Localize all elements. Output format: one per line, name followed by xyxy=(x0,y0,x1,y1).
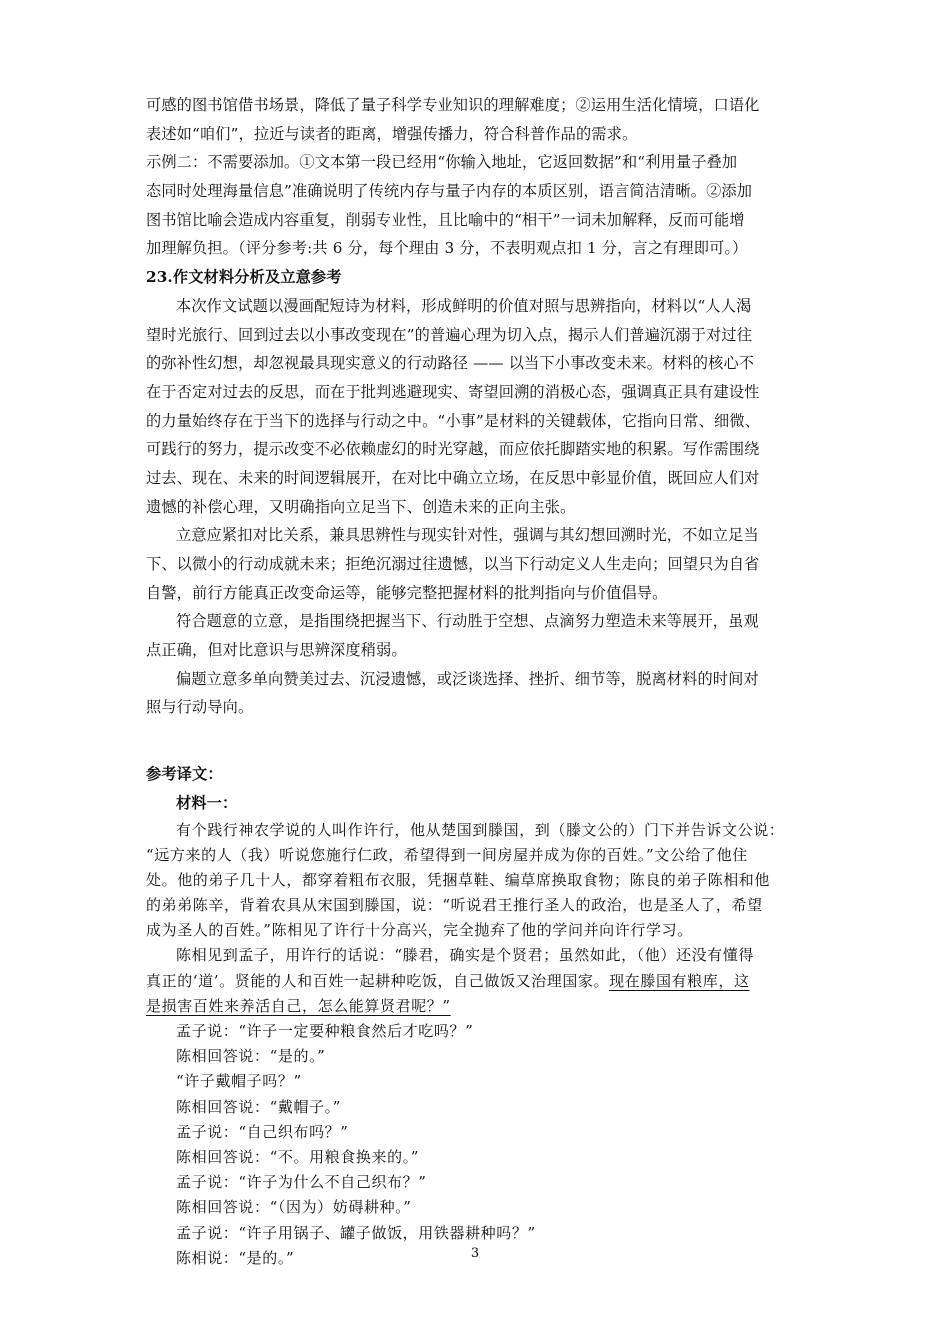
text-line: 的弟弟陈辛，背着农具从宋国到滕国，说：“听说君王推行圣人的政治，也是圣人了，希望 xyxy=(146,896,763,915)
text-line: 照与行动导向。 xyxy=(146,698,254,717)
dialogue-line: 陈相回答说：“是的。” xyxy=(176,1047,326,1066)
text-line: 的力量始终存在于当下的选择与行动之中。“小事”是材料的关键载体，它指向日常、细微、 xyxy=(146,411,760,430)
text-line: 符合题意的立意，是指围绕把握当下、行动胜于空想、点滴努力塑造未来等展开，虽观 xyxy=(176,612,759,631)
text-line: 望时光旅行、回到过去以小事改变现在”的普遍心理为切入点，揭示人们普遍沉溺于对过往 xyxy=(146,325,753,344)
dialogue-line: 孟子说：“许子用锅子、罐子做饭，用铁器耕种吗？” xyxy=(176,1223,536,1242)
text-line: 的弥补性幻想，却忽视最具现实意义的行动路径 —— 以当下小事改变未来。材料的核心不 xyxy=(146,354,755,373)
underlined-text: 是损害百姓来养活自己，怎么能算贤君呢？” xyxy=(146,996,451,1015)
text-line: 示例二：不需要添加。①文本第一段已经用“你输入地址，它返回数据”和“利用量子叠加 xyxy=(146,153,738,172)
text-line: 自警，前行方能真正改变命运等，能够完整把握材料的批判指向与价值倡导。 xyxy=(146,583,668,602)
underlined-text: 现在滕国有粮库，这 xyxy=(609,971,750,990)
text-line: 态同时处理海量信息”准确说明了传统内存与量子内存的本质区别，语言简洁清晰。②添加 xyxy=(146,182,753,201)
text-line: 点正确，但对比意识与思辨深度稍弱。 xyxy=(146,641,407,660)
text-line: 在于否定对过去的反思，而在于批判逃避现实、寄望回溯的消极心态，强调真正具有建设性 xyxy=(146,382,760,401)
dialogue-line: 孟子说：“许子一定要种粮食然后才吃吗？” xyxy=(176,1022,474,1040)
section-spacer xyxy=(146,722,806,760)
text-line: 可感的图书馆借书场景，降低了量子科学专业知识的理解难度；②运用生活化情境，口语化 xyxy=(146,96,760,114)
essay-analysis-paragraph-3 xyxy=(146,607,806,664)
text-line: 过去、现在、未来的时间逻辑展开，在对比中确立立场，在反思中彰显价值，既回应人们对 xyxy=(146,468,760,487)
question-23-heading: 23.作文材料分析及立意参考 xyxy=(146,268,342,287)
essay-analysis-paragraph-1 xyxy=(146,292,806,522)
text-line: 陈相见到孟子，用许行的话说：“滕君，确实是个贤君；虽然如此，（他）还没有懂得 xyxy=(176,946,754,965)
dialogue-line: 孟子说：“自己织布吗？” xyxy=(176,1122,349,1141)
text-line: 偏题立意多单向赞美过去、沉浸遗憾，或泛谈选择、挫折、细节等，脱离材料的时间对 xyxy=(176,669,759,688)
page-content xyxy=(146,91,806,1271)
translation-section xyxy=(146,818,806,1271)
text-line: “远方来的人（我）听说您施行仁政，希望得到一间房屋并成为你的百姓。”文公给了他住 xyxy=(146,845,748,864)
text-line: 成为圣人的百姓。”陈相见了许行十分高兴，完全抛弃了他的学问并向许行学习。 xyxy=(146,921,693,940)
answer-example-block xyxy=(146,91,806,263)
dialogue-line: 孟子说：“许子为什么不自己织布？” xyxy=(176,1173,427,1192)
text-line: 立意应紧扣对比关系，兼具思辨性与现实针对性，强调与其幻想回溯时光，不如立足当 xyxy=(176,526,759,545)
dialogue-line: 陈相说：“是的。” xyxy=(176,1248,295,1267)
page-number: 3 xyxy=(470,1246,480,1261)
text-line xyxy=(146,994,806,1019)
dialogue-line: 陈相回答说：“（因为）妨碍耕种。” xyxy=(176,1198,412,1217)
plain-text: 真正的‘道’。贤能的人和百姓一起耕种吃饭，自己做饭又治理国家。 xyxy=(146,971,610,990)
text-line: 可践行的努力，提示改变不必依赖虚幻的时光穿越，而应依托脚踏实地的积累。写作需围绕 xyxy=(146,440,760,459)
reference-translation-heading: 参考译文： xyxy=(146,765,223,784)
text-line: 有个践行神农学说的人叫作许行，他从楚国到滕国，到（滕文公的）门下并告诉文公说： xyxy=(176,820,785,839)
essay-analysis-paragraph-4 xyxy=(146,665,806,722)
text-line xyxy=(146,969,806,994)
text-line: 加理解负担。（评分参考:共 6 分，每个理由 3 分，不表明观点扣 1 分，言之有理即可。） xyxy=(146,239,748,258)
text-line: 图书馆比喻会造成内容重复，削弱专业性，且比喻中的“相干”一词未加解释，反而可能增 xyxy=(146,210,745,229)
material-one-heading: 材料一： xyxy=(176,793,238,812)
dialogue-line: 陈相回答说：“戴帽子。” xyxy=(176,1097,342,1116)
dialogue-line: 陈相回答说：“不。用粮食换来的。” xyxy=(176,1147,420,1166)
essay-analysis-paragraph-2 xyxy=(146,521,806,607)
text-line: 遗憾的补偿心理，又明确指向立足当下、创造未来的正向主张。 xyxy=(146,497,576,516)
text-line: 本次作文试题以漫画配短诗为材料，形成鲜明的价值对照与思辨指向，材料以“人人渴 xyxy=(176,296,752,315)
text-line: 表述如“咱们”，拉近与读者的距离，增强传播力，符合科普作品的需求。 xyxy=(146,124,638,143)
dialogue-line: “许子戴帽子吗？” xyxy=(176,1072,302,1091)
text-line: 下、以微小的行动成就未来；拒绝沉溺过往遗憾，以当下行动定义人生走向；回望只为自省 xyxy=(146,555,760,573)
text-line: 处。他的弟子几十人，都穿着粗布衣服，凭捆草鞋、编草席换取食物；陈良的弟子陈相和他 xyxy=(146,870,771,889)
